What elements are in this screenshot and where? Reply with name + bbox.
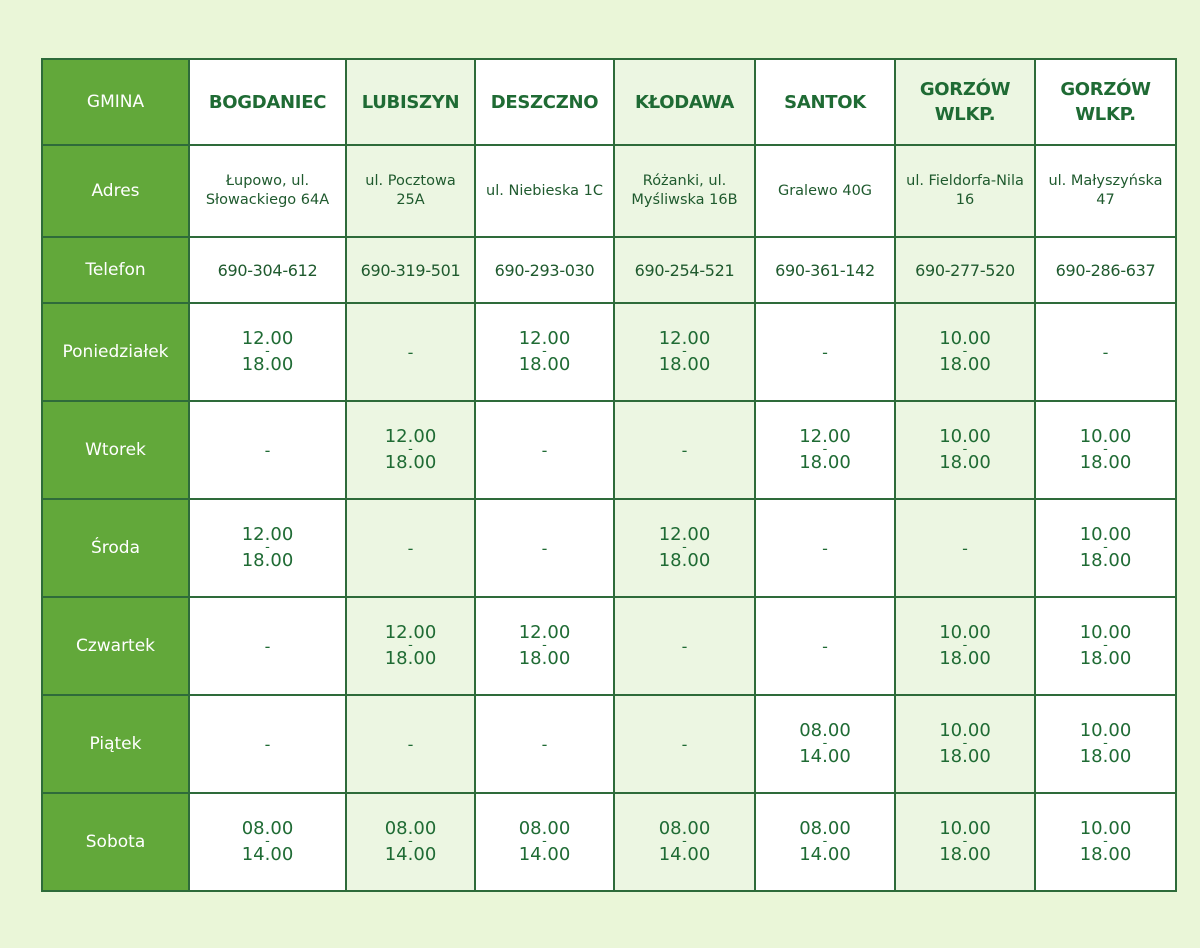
address-cell: Gralewo 40G xyxy=(755,145,895,237)
closed-cell: - xyxy=(1035,303,1176,401)
closed-cell: - xyxy=(614,695,755,793)
header-row xyxy=(42,59,1176,145)
gmina-header: DESZCZNO xyxy=(475,59,614,145)
hours-end: 14.00 xyxy=(799,844,851,865)
hours-cell xyxy=(189,793,346,891)
hours-start: 12.00 xyxy=(241,328,294,349)
closed-cell: - xyxy=(755,597,895,695)
address-cell: ul. Niebieska 1C xyxy=(475,145,614,237)
hours-end: 18.00 xyxy=(1079,550,1132,571)
closed-cell: - xyxy=(475,695,614,793)
hours-end: 14.00 xyxy=(384,844,437,865)
hours-start: 12.00 xyxy=(658,328,711,349)
hours-cell xyxy=(346,793,475,891)
hours-cell xyxy=(895,303,1035,401)
hours-cell xyxy=(475,303,614,401)
hours-start: 08.00 xyxy=(518,818,571,839)
hours-cell xyxy=(189,499,346,597)
address-cell: Łupowo, ul. Słowackiego 64A xyxy=(189,145,346,237)
day-row xyxy=(42,597,1176,695)
hours-start: 10.00 xyxy=(939,328,991,349)
hours-end: 18.00 xyxy=(241,354,294,375)
phone-label: Telefon xyxy=(42,237,189,303)
hours-cell xyxy=(475,597,614,695)
gmina-label: GMINA xyxy=(42,59,189,145)
day-label: Poniedziałek xyxy=(42,303,189,401)
hours-end: 14.00 xyxy=(658,844,711,865)
day-row xyxy=(42,401,1176,499)
phone-row xyxy=(42,237,1176,303)
hours-cell xyxy=(189,303,346,401)
phone-cell: 690-361-142 xyxy=(755,237,895,303)
hours-end: 18.00 xyxy=(384,648,437,669)
phone-cell: 690-304-612 xyxy=(189,237,346,303)
closed-cell: - xyxy=(614,597,755,695)
hours-end: 18.00 xyxy=(241,550,294,571)
closed-cell: - xyxy=(895,499,1035,597)
hours-end: 18.00 xyxy=(1079,746,1132,767)
address-cell: ul. Fieldorfa-Nila 16 xyxy=(895,145,1035,237)
hours-end: 18.00 xyxy=(658,354,711,375)
closed-cell: - xyxy=(346,499,475,597)
hours-end: 14.00 xyxy=(241,844,294,865)
hours-start: 10.00 xyxy=(1079,426,1132,447)
gmina-header: BOGDANIEC xyxy=(189,59,346,145)
address-cell: ul. Pocztowa 25A xyxy=(346,145,475,237)
hours-cell xyxy=(895,695,1035,793)
hours-start: 08.00 xyxy=(384,818,437,839)
phone-cell: 690-254-521 xyxy=(614,237,755,303)
address-label: Adres xyxy=(42,145,189,237)
hours-end: 18.00 xyxy=(799,452,851,473)
address-cell: Różanki, ul. Myśliwska 16B xyxy=(614,145,755,237)
hours-start: 12.00 xyxy=(241,524,294,545)
hours-end: 18.00 xyxy=(518,354,571,375)
closed-cell: - xyxy=(475,499,614,597)
day-label: Środa xyxy=(42,499,189,597)
hours-start: 12.00 xyxy=(518,622,571,643)
hours-end: 18.00 xyxy=(939,844,991,865)
closed-cell: - xyxy=(346,695,475,793)
hours-end: 18.00 xyxy=(939,648,991,669)
hours-start: 08.00 xyxy=(658,818,711,839)
hours-cell xyxy=(346,401,475,499)
hours-start: 10.00 xyxy=(1079,818,1132,839)
day-row xyxy=(42,303,1176,401)
hours-cell xyxy=(895,793,1035,891)
hours-cell xyxy=(755,401,895,499)
hours-start: 10.00 xyxy=(939,720,991,741)
hours-cell xyxy=(346,597,475,695)
hours-cell xyxy=(1035,597,1176,695)
hours-end: 14.00 xyxy=(518,844,571,865)
closed-cell: - xyxy=(189,401,346,499)
day-label: Sobota xyxy=(42,793,189,891)
hours-start: 08.00 xyxy=(241,818,294,839)
gmina-header: SANTOK xyxy=(755,59,895,145)
hours-end: 18.00 xyxy=(658,550,711,571)
hours-end: 18.00 xyxy=(939,452,991,473)
hours-cell xyxy=(1035,499,1176,597)
day-label: Piątek xyxy=(42,695,189,793)
hours-start: 10.00 xyxy=(1079,622,1132,643)
phone-cell: 690-319-501 xyxy=(346,237,475,303)
hours-cell xyxy=(614,793,755,891)
hours-cell xyxy=(475,793,614,891)
closed-cell: - xyxy=(475,401,614,499)
hours-start: 10.00 xyxy=(1079,524,1132,545)
schedule-table xyxy=(41,58,1177,892)
hours-start: 10.00 xyxy=(1079,720,1132,741)
hours-end: 14.00 xyxy=(799,746,851,767)
hours-cell xyxy=(1035,401,1176,499)
hours-start: 10.00 xyxy=(939,818,991,839)
closed-cell: - xyxy=(189,695,346,793)
hours-start: 12.00 xyxy=(799,426,851,447)
gmina-header: GORZÓW WLKP. xyxy=(1035,59,1176,145)
hours-start: 08.00 xyxy=(799,818,851,839)
hours-cell xyxy=(614,303,755,401)
hours-end: 18.00 xyxy=(1079,452,1132,473)
hours-end: 18.00 xyxy=(518,648,571,669)
hours-cell xyxy=(614,499,755,597)
hours-start: 12.00 xyxy=(518,328,571,349)
gmina-header: KŁODAWA xyxy=(614,59,755,145)
hours-start: 12.00 xyxy=(658,524,711,545)
hours-start: 12.00 xyxy=(384,426,437,447)
hours-start: 08.00 xyxy=(799,720,851,741)
closed-cell: - xyxy=(755,499,895,597)
phone-cell: 690-277-520 xyxy=(895,237,1035,303)
hours-cell xyxy=(1035,695,1176,793)
address-cell: ul. Małyszyńska 47 xyxy=(1035,145,1176,237)
hours-start: 10.00 xyxy=(939,426,991,447)
hours-cell xyxy=(1035,793,1176,891)
gmina-header: LUBISZYN xyxy=(346,59,475,145)
hours-end: 18.00 xyxy=(939,354,991,375)
closed-cell: - xyxy=(614,401,755,499)
hours-cell xyxy=(755,793,895,891)
day-label: Czwartek xyxy=(42,597,189,695)
closed-cell: - xyxy=(346,303,475,401)
day-row xyxy=(42,793,1176,891)
hours-start: 12.00 xyxy=(384,622,437,643)
hours-cell xyxy=(895,401,1035,499)
hours-start: 10.00 xyxy=(939,622,991,643)
gmina-header: GORZÓW WLKP. xyxy=(895,59,1035,145)
closed-cell: - xyxy=(755,303,895,401)
hours-end: 18.00 xyxy=(384,452,437,473)
hours-end: 18.00 xyxy=(1079,844,1132,865)
day-row xyxy=(42,499,1176,597)
hours-end: 18.00 xyxy=(1079,648,1132,669)
hours-end: 18.00 xyxy=(939,746,991,767)
closed-cell: - xyxy=(189,597,346,695)
phone-cell: 690-293-030 xyxy=(475,237,614,303)
hours-cell xyxy=(895,597,1035,695)
address-row xyxy=(42,145,1176,237)
hours-cell xyxy=(755,695,895,793)
phone-cell: 690-286-637 xyxy=(1035,237,1176,303)
day-row xyxy=(42,695,1176,793)
day-label: Wtorek xyxy=(42,401,189,499)
